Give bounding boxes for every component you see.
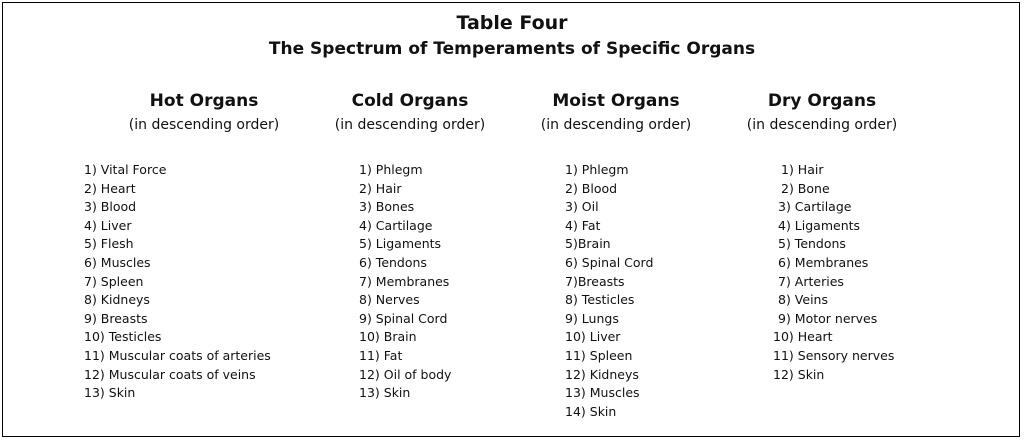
list-item: 2) Blood: [565, 180, 618, 196]
list-item: 11) Spleen: [565, 347, 633, 363]
list-item: 9) Spinal Cord: [359, 310, 448, 326]
list-item: 5) Tendons: [778, 236, 846, 252]
list-item: 9) Breasts: [84, 310, 148, 326]
list-item: 12) Muscular coats of veins: [84, 366, 256, 382]
list-item: 5) Ligaments: [359, 236, 442, 252]
list-item: 2) Bone: [781, 180, 830, 196]
list-item: 11) Muscular coats of arteries: [84, 347, 271, 363]
list-item: 6) Muscles: [84, 254, 151, 270]
column-title-cold: Cold Organs: [351, 91, 469, 111]
list-item: 11) Sensory nerves: [773, 347, 895, 363]
list-item: 6) Tendons: [359, 254, 427, 270]
list-item: 8) Testicles: [565, 292, 635, 308]
list-item: 3) Cartilage: [778, 199, 852, 215]
list-item: 2) Hair: [359, 180, 402, 196]
list-item: 12) Kidneys: [565, 366, 639, 382]
list-item: 9) Motor nerves: [778, 310, 878, 326]
list-cold-organs: [359, 161, 451, 403]
list-item: 3) Oil: [565, 199, 599, 215]
table-subtitle: The Spectrum of Temperaments of Specific Organs: [268, 39, 756, 59]
list-item: 5)Brain: [565, 236, 611, 252]
list-item: 7) Arteries: [778, 273, 844, 289]
list-item: 1) Hair: [781, 162, 824, 177]
list-item: 7) Spleen: [84, 273, 144, 289]
list-item: 11) Fat: [359, 347, 403, 363]
column-subtitle-hot: (in descending order): [128, 117, 280, 133]
column-title-moist: Moist Organs: [552, 91, 680, 111]
list-item: 12) Skin: [773, 366, 825, 382]
list-item: 6) Spinal Cord: [565, 254, 654, 270]
list-item: 7) Membranes: [359, 273, 450, 289]
list-item: 6) Membranes: [778, 254, 869, 270]
list-moist-organs: [565, 161, 653, 421]
list-item: 14) Skin: [565, 403, 617, 419]
table-title: Table Four: [456, 12, 568, 34]
column-header-moist: [516, 90, 716, 135]
list-item: 7)Breasts: [565, 273, 625, 289]
list-item: 13) Muscles: [565, 385, 640, 401]
column-header-hot: [104, 90, 304, 135]
list-item: 4) Liver: [84, 217, 132, 233]
list-item: 8) Nerves: [359, 292, 420, 308]
list-item: 10) Brain: [359, 329, 417, 345]
list-item: 1) Vital Force: [84, 162, 167, 177]
column-header-cold: [310, 90, 510, 135]
list-item: 10) Testicles: [84, 329, 162, 345]
list-item: 9) Lungs: [565, 310, 619, 326]
list-item: 4) Cartilage: [359, 217, 433, 233]
list-item: 3) Blood: [84, 199, 137, 215]
list-item: 13) Skin: [84, 385, 136, 401]
list-item: 8) Veins: [778, 292, 828, 308]
list-item: 8) Kidneys: [84, 292, 150, 308]
column-header-dry: [722, 90, 922, 135]
list-item: 10) Heart: [773, 329, 833, 345]
column-subtitle-moist: (in descending order): [540, 117, 692, 133]
list-item: 13) Skin: [359, 385, 411, 401]
list-item: 3) Bones: [359, 199, 415, 215]
column-title-dry: Dry Organs: [767, 91, 877, 111]
column-subtitle-dry: (in descending order): [746, 117, 898, 133]
list-dry-organs: [773, 161, 894, 384]
list-item: 2) Heart: [84, 180, 136, 196]
list-item: 12) Oil of body: [359, 366, 452, 382]
list-item: 5) Flesh: [84, 236, 134, 252]
list-item: 1) Phlegm: [565, 162, 629, 177]
list-item: 1) Phlegm: [359, 162, 423, 177]
list-item: 4) Fat: [565, 217, 601, 233]
list-hot-organs: [84, 161, 271, 403]
column-title-hot: Hot Organs: [149, 91, 259, 111]
column-subtitle-cold: (in descending order): [334, 117, 486, 133]
list-item: 10) Liver: [565, 329, 621, 345]
list-item: 4) Ligaments: [778, 217, 861, 233]
